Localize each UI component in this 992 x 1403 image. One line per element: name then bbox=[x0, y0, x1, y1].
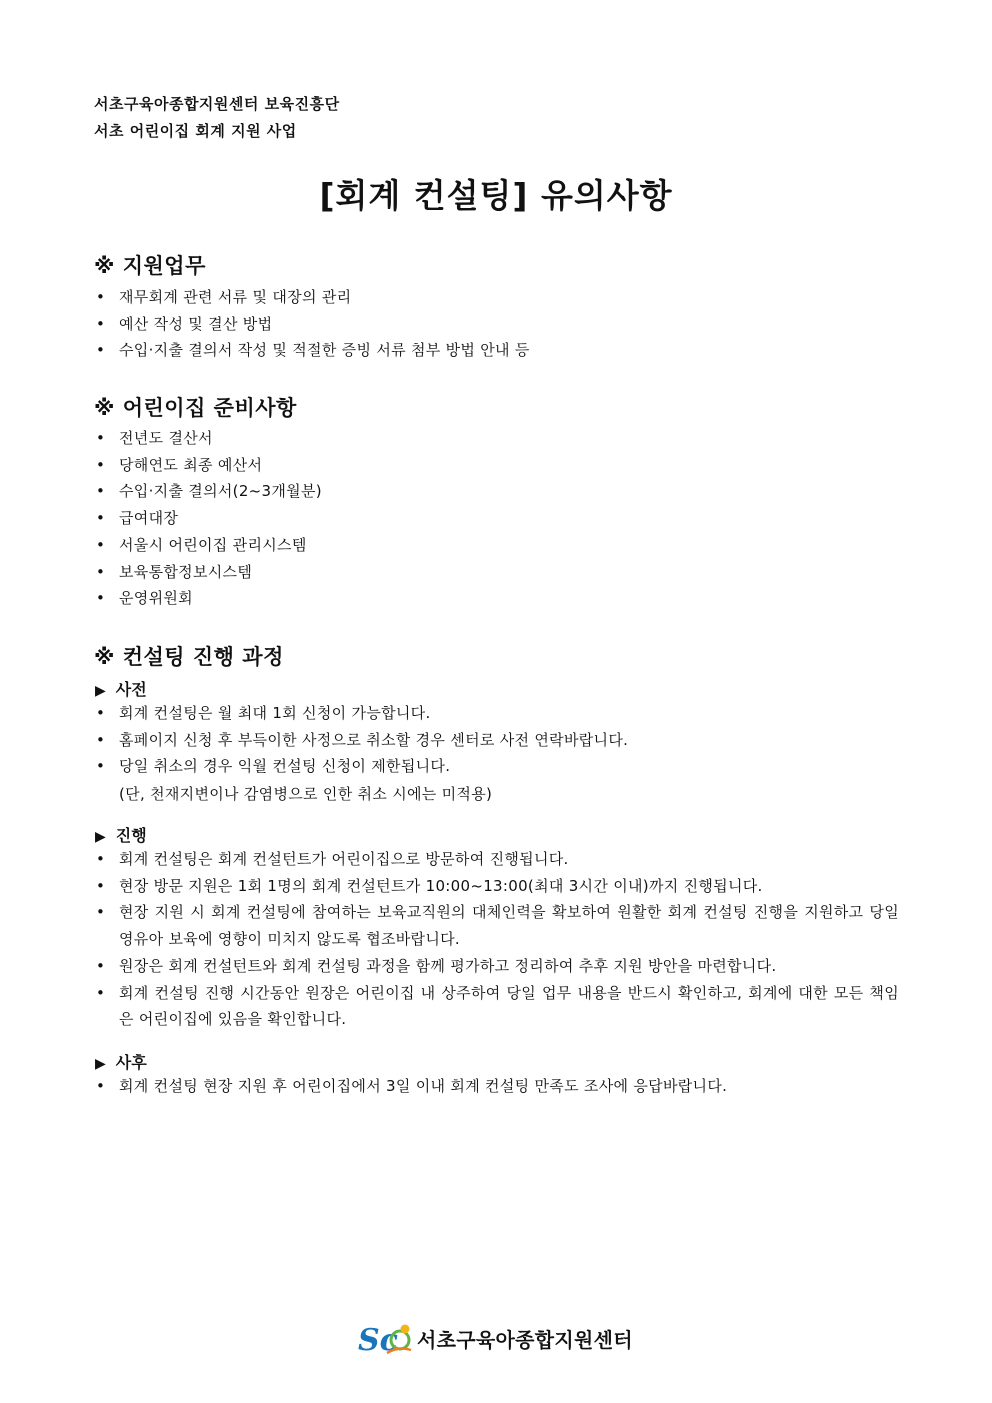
list-item: • 회계 컨설팅은 월 최대 1회 신청이 가능합니다. bbox=[94, 700, 899, 727]
bullet-icon: • bbox=[96, 983, 106, 1002]
cancellation-note: (단, 천재지변이나 감염병으로 인한 취소 시에는 미적용) bbox=[119, 785, 493, 803]
bullet-icon: • bbox=[96, 314, 106, 333]
list-item: • 당해연도 최종 예산서 bbox=[94, 452, 899, 479]
process-section-heading: ※ 컨설팅 진행 과정 bbox=[94, 645, 284, 669]
bullet-icon: • bbox=[96, 704, 106, 722]
bullet-icon: • bbox=[96, 535, 106, 554]
bullet-icon: • bbox=[96, 730, 106, 749]
prep-section-heading: ※ 어린이집 준비사항 bbox=[94, 396, 297, 420]
bullet-icon: • bbox=[96, 589, 106, 608]
prep-list bbox=[94, 425, 899, 612]
list-item: • 운영위원회 bbox=[94, 585, 899, 612]
support-section-heading: ※ 지원업무 bbox=[94, 254, 206, 278]
center-logo-icon bbox=[357, 1320, 413, 1356]
bullet-icon: • bbox=[96, 850, 106, 868]
org-name-line: 서초구육아종합지원센터 보육진흥단 bbox=[94, 95, 340, 113]
bullet-icon: • bbox=[96, 341, 106, 360]
list-item: • 수입·지출 결의서(2~3개월분) bbox=[94, 478, 899, 505]
before-list bbox=[94, 700, 899, 780]
list-item: • 현장 방문 지원은 1회 1명의 회계 컨설턴트가 10:00~13:00(최대 3시간 이내)까지 진행됩니다. bbox=[94, 873, 899, 900]
list-item: • 회계 컨설팅 진행 시간동안 원장은 어린이집 내 상주하여 당일 업무 내용을 반드시 확인하고, 회계에 대한 모든 책임은 어린이집에 있음을 확인합니다. bbox=[94, 980, 899, 1033]
bullet-icon: • bbox=[96, 903, 106, 922]
footer-logo bbox=[357, 1318, 633, 1358]
list-item: • 재무회계 관련 서류 및 대장의 관리 bbox=[94, 284, 899, 311]
triangle-icon: ▶ bbox=[95, 683, 106, 699]
bullet-icon: • bbox=[96, 509, 106, 528]
list-item: • 당일 취소의 경우 익월 컨설팅 신청이 제한됩니다. bbox=[94, 753, 899, 780]
during-subheading: ▶ 진행 bbox=[95, 826, 147, 845]
support-list bbox=[94, 284, 899, 364]
list-item: • 서울시 어린이집 관리시스템 bbox=[94, 532, 899, 559]
bullet-icon: • bbox=[96, 455, 106, 474]
during-list bbox=[94, 846, 899, 1033]
list-item: • 현장 지원 시 회계 컨설팅에 참여하는 보육교직원의 대체인력을 확보하여 원활한 회계 컨설팅 진행을 지원하고 당일 영유아 보육에 영향이 미치지 않도록 협조바랍니다. bbox=[94, 899, 899, 952]
bullet-icon: • bbox=[96, 1077, 106, 1095]
list-item: • 예산 작성 및 결산 방법 bbox=[94, 311, 899, 338]
bullet-icon: • bbox=[96, 482, 106, 501]
triangle-icon: ▶ bbox=[95, 1056, 106, 1072]
bullet-icon: • bbox=[96, 956, 106, 975]
bullet-icon: • bbox=[96, 757, 106, 776]
page-title: [회계 컨설팅] 유의사항 bbox=[319, 176, 673, 215]
list-item: • 수입·지출 결의서 작성 및 적절한 증빙 서류 첨부 방법 안내 등 bbox=[94, 337, 899, 364]
triangle-icon: ▶ bbox=[95, 829, 106, 845]
after-subheading: ▶ 사후 bbox=[95, 1053, 147, 1072]
list-item: • 전년도 결산서 bbox=[94, 425, 899, 452]
bullet-icon: • bbox=[96, 288, 106, 306]
list-item: • 보육통합정보시스템 bbox=[94, 559, 899, 586]
list-item: • 급여대장 bbox=[94, 505, 899, 532]
footer-org-name: 서초구육아종합지원센터 bbox=[417, 1327, 633, 1352]
list-item: • 회계 컨설팅 현장 지원 후 어린이집에서 3일 이내 회계 컨설팅 만족도 조사에 응답바랍니다. bbox=[94, 1073, 899, 1100]
list-item: • 홈페이지 신청 후 부득이한 사정으로 취소할 경우 센터로 사전 연락바랍니다. bbox=[94, 727, 899, 754]
logo-sun bbox=[401, 1325, 410, 1334]
after-list bbox=[94, 1073, 899, 1100]
bullet-icon: • bbox=[96, 876, 106, 895]
logo-letter-s: Sc bbox=[358, 1323, 398, 1356]
bullet-icon: • bbox=[96, 562, 106, 581]
list-item: • 원장은 회계 컨설턴트와 회계 컨설팅 과정을 함께 평가하고 정리하여 추후 지원 방안을 마련합니다. bbox=[94, 953, 899, 980]
project-name-line: 서초 어린이집 회계 지원 사업 bbox=[94, 122, 297, 140]
list-item: • 회계 컨설팅은 회계 컨설턴트가 어린이집으로 방문하여 진행됩니다. bbox=[94, 846, 899, 873]
before-subheading: ▶ 사전 bbox=[95, 680, 147, 699]
bullet-icon: • bbox=[96, 429, 106, 447]
